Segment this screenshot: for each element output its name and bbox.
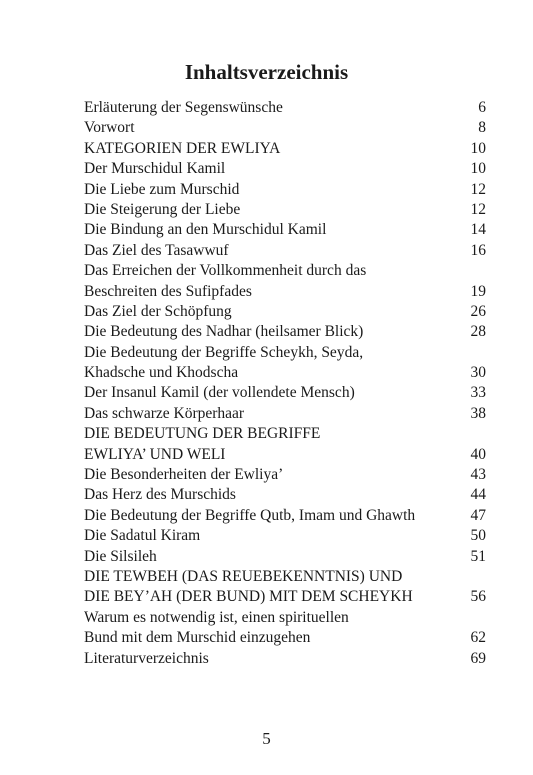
toc-entry: [84, 465, 486, 485]
toc-entry-line: [84, 98, 486, 118]
toc-entry-line: [84, 608, 486, 628]
toc-entry: [84, 649, 486, 669]
toc-entry-line: [84, 118, 486, 138]
toc-entry-title: Die Besonderheiten der Ewliya’: [84, 466, 284, 484]
toc-entry-line: [84, 649, 486, 669]
toc-entry-page: 28: [470, 323, 486, 341]
toc-entry-page: 62: [470, 629, 486, 647]
toc-entry-title: Die Sadatul Kiram: [84, 527, 201, 545]
toc-entry: [84, 98, 486, 118]
toc-entry-page: 51: [470, 547, 486, 565]
toc-entry-title: Das Ziel der Schöpfung: [84, 302, 232, 320]
toc-entry-page: 69: [470, 649, 486, 667]
toc-entry: [84, 506, 486, 526]
toc-entry: [84, 608, 486, 649]
toc-entry-page: 19: [470, 282, 486, 300]
toc-entry-line: [84, 567, 486, 587]
toc-entry-title: DIE BEY’AH (DER BUND) MIT DEM SCHEYKH: [84, 588, 413, 606]
toc-entry-page: 56: [470, 588, 486, 606]
toc-entry-page: 40: [470, 445, 486, 463]
toc-entry-line: [84, 383, 486, 403]
toc-entry-page: 43: [470, 466, 486, 484]
toc-entry-line: [84, 322, 486, 342]
toc-entry-page: 8: [478, 119, 486, 137]
toc-entry: [84, 485, 486, 505]
toc-entry: [84, 159, 486, 179]
toc-entry-title: Die Steigerung der Liebe: [84, 200, 241, 218]
toc-entry-line: [84, 200, 486, 220]
toc-entry-title: Das Herz des Murschids: [84, 486, 236, 504]
toc-list: [84, 98, 486, 669]
toc-entry-title: Der Murschidul Kamil: [84, 160, 226, 178]
toc-entry-page: 44: [470, 486, 486, 504]
toc-entry-page: 33: [470, 384, 486, 402]
toc-entry-title: Das Erreichen der Vollkommenheit durch das: [84, 262, 367, 280]
toc-entry: [84, 567, 486, 608]
toc-entry-line: [84, 485, 486, 505]
page-number: 5: [262, 729, 271, 748]
toc-entry-line: [84, 363, 486, 383]
toc-entry-line: [84, 261, 486, 281]
toc-entry-title: Die Liebe zum Murschid: [84, 180, 240, 198]
toc-entry-title: KATEGORIEN DER EWLIYA: [84, 139, 281, 157]
toc-entry: [84, 526, 486, 546]
toc-entry-page: 6: [478, 99, 486, 116]
toc-entry-line: [84, 139, 486, 159]
toc-entry-line: [84, 404, 486, 424]
toc-entry-line: [84, 241, 486, 261]
toc-entry: [84, 261, 486, 302]
toc-entry-title: Warum es notwendig ist, einen spirituellen: [84, 608, 349, 626]
toc-entry: [84, 322, 486, 342]
toc-entry-page: 38: [470, 404, 486, 422]
toc-entry-title: Die Bedeutung der Begriffe Scheykh, Seyda,: [84, 343, 364, 361]
toc-entry-title: Bund mit dem Murschid einzugehen: [84, 629, 311, 647]
toc-entry-title: Literaturverzeichnis: [84, 649, 209, 667]
toc-entry-title: Die Silsileh: [84, 547, 157, 565]
toc-entry-page: 12: [470, 180, 486, 198]
toc-entry: [84, 343, 486, 384]
toc-entry: [84, 200, 486, 220]
toc-entry-page: 14: [470, 221, 486, 239]
toc-entry-title: Khadsche und Khodscha: [84, 364, 239, 382]
toc-entry-page: 47: [470, 506, 486, 524]
toc-entry-title: Beschreiten des Sufipfades: [84, 282, 252, 300]
toc-entry-page: 12: [470, 200, 486, 218]
toc-entry-title: EWLIYA’ UND WELI: [84, 445, 226, 463]
toc-entry-line: [84, 445, 486, 465]
toc-entry-title: Die Bindung an den Murschidul Kamil: [84, 221, 327, 239]
toc-entry-page: 30: [470, 364, 486, 382]
toc-entry-title: Vorwort: [84, 119, 135, 137]
toc-entry-title: Der Insanul Kamil (der vollendete Mensch): [84, 384, 355, 402]
toc-entry-line: [84, 343, 486, 363]
toc-entry-title: Die Bedeutung der Begriffe Qutb, Imam und Ghawth: [84, 506, 416, 524]
toc-entry-title: Die Bedeutung des Nadhar (heilsamer Blick): [84, 323, 364, 341]
toc-entry-line: [84, 547, 486, 567]
toc-entry-line: [84, 628, 486, 648]
toc-entry: [84, 180, 486, 200]
toc-entry-title: Das schwarze Körperhaar: [84, 404, 245, 422]
toc-entry-line: [84, 159, 486, 179]
toc-entry: [84, 424, 486, 465]
toc-entry: [84, 118, 486, 138]
toc-entry: [84, 302, 486, 322]
toc-entry-title: DIE BEDEUTUNG DER BEGRIFFE: [84, 425, 321, 443]
toc-entry: [84, 220, 486, 240]
toc-entry-page: 26: [470, 302, 486, 320]
toc-entry-line: [84, 220, 486, 240]
toc-entry-line: [84, 282, 486, 302]
toc-title: Inhaltsverzeichnis: [184, 60, 349, 84]
toc-entry-line: [84, 302, 486, 322]
toc-entry: [84, 241, 486, 261]
toc-entry-title: Das Ziel des Tasawwuf: [84, 241, 229, 259]
toc-entry-page: 10: [470, 160, 486, 178]
toc-entry-line: [84, 180, 486, 200]
toc-entry-line: [84, 465, 486, 485]
toc-entry: [84, 383, 486, 403]
toc-entry-page: 50: [470, 527, 486, 545]
toc-entry-title: DIE TEWBEH (DAS REUEBEKENNTNIS) UND: [84, 567, 403, 585]
toc-entry-page: 16: [470, 241, 486, 259]
toc-entry: [84, 139, 486, 159]
toc-entry-title: Erläuterung der Segenswünsche: [84, 99, 283, 116]
toc-entry-line: [84, 506, 486, 526]
toc-entry: [84, 404, 486, 424]
toc-entry: [84, 547, 486, 567]
toc-entry-line: [84, 424, 486, 444]
toc-entry-line: [84, 587, 486, 607]
toc-entry-line: [84, 526, 486, 546]
toc-entry-page: 10: [470, 139, 486, 157]
